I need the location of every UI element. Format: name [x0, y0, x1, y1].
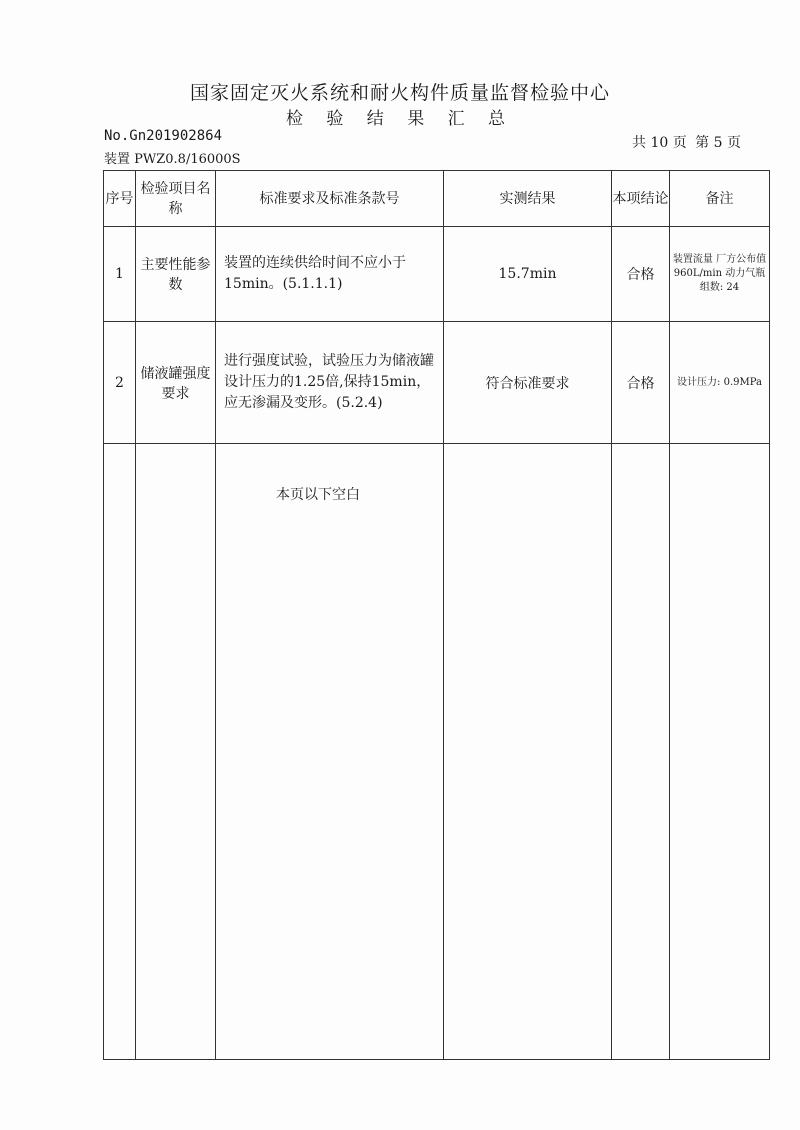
header-conclusion: 本项结论 — [612, 171, 670, 227]
row-no: 1 — [104, 227, 136, 322]
device-model: 装置 PWZ0.8/16000S — [104, 152, 241, 167]
row-note: 设计压力: 0.9MPa — [670, 322, 770, 444]
row-result: 15.7min — [444, 227, 612, 322]
blank-cell — [444, 444, 612, 1060]
table-row — [104, 227, 770, 322]
blank-cell — [104, 444, 136, 1060]
row-item: 主要性能参数 — [136, 227, 216, 322]
document-number: No.Gn201902864 — [104, 128, 223, 144]
row-note: 装置流量 厂方公布值 960L/min 动力气瓶组数: 24 — [670, 227, 770, 322]
row-item: 储液罐强度要求 — [136, 322, 216, 444]
blank-row — [104, 444, 770, 1060]
blank-cell — [136, 444, 216, 1060]
header-result: 实测结果 — [444, 171, 612, 227]
row-no: 2 — [104, 322, 136, 444]
page-indicator — [632, 132, 745, 152]
row-standard: 装置的连续供给时间不应小于15min。(5.1.1.1) — [216, 227, 444, 322]
table-header-row — [104, 171, 770, 227]
row-conclusion: 合格 — [612, 227, 670, 322]
row-standard: 进行强度试验，试验压力为储液罐设计压力的1.25倍,保持15min，应无渗漏及变形。(5.2.4) — [216, 322, 444, 444]
blank-cell — [612, 444, 670, 1060]
blank-note: 本页以下空白 — [216, 444, 444, 1060]
page-total: 共 10 页 — [632, 135, 687, 151]
header-standard: 标准要求及标准条款号 — [216, 171, 444, 227]
page-current: 第 5 页 — [695, 135, 741, 151]
organization-title: 国家固定灭火系统和耐火构件质量监督检验中心 — [189, 82, 610, 104]
report-subtitle: 检 验 结 果 汇 总 — [285, 109, 515, 129]
header-item: 检验项目名称 — [136, 171, 216, 227]
table-row — [104, 322, 770, 444]
header-note: 备注 — [670, 171, 770, 227]
results-table — [103, 170, 770, 1060]
header-no: 序号 — [104, 171, 136, 227]
row-result: 符合标准要求 — [444, 322, 612, 444]
blank-cell — [670, 444, 770, 1060]
row-conclusion: 合格 — [612, 322, 670, 444]
